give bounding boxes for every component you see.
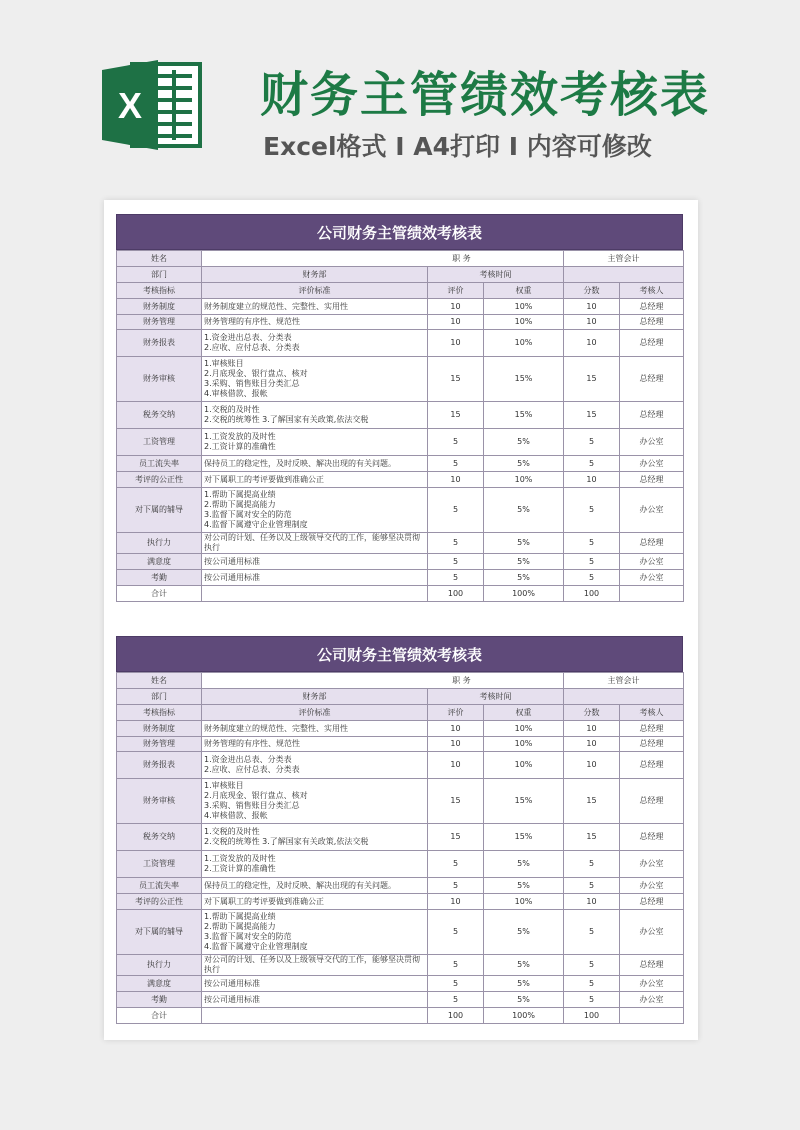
table-row (117, 992, 684, 1008)
criteria-line: 3.采购、销售账目分类汇总 (204, 801, 300, 810)
rating-cell: 10 (428, 299, 484, 315)
criteria-cell (202, 976, 428, 992)
indicator-cell: 考勤 (117, 570, 202, 586)
score-cell: 10 (564, 299, 620, 315)
table-row (117, 488, 684, 533)
indicator-cell: 考勤 (117, 992, 202, 1008)
table-header-row (117, 283, 684, 299)
rating-cell: 5 (428, 533, 484, 554)
criteria-cell (202, 456, 428, 472)
total-row (117, 586, 684, 602)
assessor-cell: 总经理 (620, 330, 684, 357)
criteria-cell (202, 955, 428, 976)
assessor-cell: 总经理 (620, 357, 684, 402)
indicator-cell: 财务审核 (117, 779, 202, 824)
weight-cell: 15% (484, 402, 564, 429)
criteria-cell (202, 878, 428, 894)
column-header: 权重 (484, 705, 564, 721)
criteria-line: 2.交税的统筹性 3.了解国家有关政策,依法交税 (204, 837, 369, 846)
score-cell: 10 (564, 894, 620, 910)
table-row (117, 910, 684, 955)
indicator-cell: 税务交纳 (117, 824, 202, 851)
position-label: 职 务 (202, 673, 564, 689)
weight-cell: 15% (484, 824, 564, 851)
rating-cell: 15 (428, 824, 484, 851)
criteria-line: 按公司通用标准 (204, 556, 260, 566)
column-header: 分数 (564, 705, 620, 721)
weight-cell: 10% (484, 330, 564, 357)
weight-cell: 10% (484, 752, 564, 779)
empty-cell (202, 586, 428, 602)
criteria-line: 3.监督下属对安全的防范 (204, 932, 292, 941)
table-row (117, 315, 684, 330)
score-cell: 15 (564, 402, 620, 429)
rating-cell: 15 (428, 402, 484, 429)
rating-cell: 5 (428, 976, 484, 992)
table-row (117, 570, 684, 586)
period-value (564, 689, 684, 705)
assessor-cell: 办公室 (620, 878, 684, 894)
svg-text:X: X (117, 85, 143, 126)
criteria-line: 1.审核账目 (204, 359, 244, 368)
criteria-line: 1.帮助下属提高业绩 (204, 490, 276, 499)
score-cell: 5 (564, 488, 620, 533)
assessor-cell: 办公室 (620, 554, 684, 570)
empty-cell (620, 1008, 684, 1024)
score-cell: 10 (564, 472, 620, 488)
criteria-cell (202, 992, 428, 1008)
page-title: 财务主管绩效考核表 (260, 67, 711, 123)
score-cell: 15 (564, 357, 620, 402)
assessor-cell: 总经理 (620, 779, 684, 824)
score-cell: 5 (564, 878, 620, 894)
table-header-row (117, 705, 684, 721)
assessor-cell: 办公室 (620, 570, 684, 586)
criteria-line: 2.工资计算的准确性 (204, 442, 276, 451)
weight-cell: 5% (484, 554, 564, 570)
criteria-line: 财务管理的有序性、规范性 (204, 317, 300, 326)
criteria-line: 按公司通用标准 (204, 994, 260, 1004)
total-label: 合计 (117, 586, 202, 602)
assessor-cell: 总经理 (620, 315, 684, 330)
criteria-cell (202, 472, 428, 488)
rating-cell: 5 (428, 554, 484, 570)
criteria-line: 2.帮助下属提高能力 (204, 500, 276, 509)
weight-cell: 5% (484, 878, 564, 894)
criteria-line: 2.月底现金、银行盘点、核对 (204, 369, 308, 378)
rating-cell: 10 (428, 472, 484, 488)
appraisal-table (116, 672, 684, 1024)
score-cell: 10 (564, 737, 620, 752)
rating-cell: 15 (428, 357, 484, 402)
weight-cell: 5% (484, 976, 564, 992)
indicator-cell: 财务管理 (117, 315, 202, 330)
assessor-cell: 办公室 (620, 910, 684, 955)
table-row (117, 251, 684, 267)
weight-cell: 10% (484, 299, 564, 315)
table-row (117, 267, 684, 283)
rating-cell: 10 (428, 737, 484, 752)
column-header: 评价 (428, 283, 484, 299)
criteria-cell (202, 851, 428, 878)
criteria-line: 1.工资发放的及时性 (204, 854, 276, 863)
column-header: 考核指标 (117, 283, 202, 299)
indicator-cell: 员工流失率 (117, 456, 202, 472)
table-row (117, 752, 684, 779)
criteria-line: 对下属职工的考评要做到准确公正 (204, 896, 324, 906)
score-cell: 15 (564, 779, 620, 824)
criteria-line: 4.审核借款、报帐 (204, 811, 268, 820)
criteria-line: 3.采购、销售账目分类汇总 (204, 379, 300, 388)
score-cell: 10 (564, 752, 620, 779)
criteria-line: 财务管理的有序性、规范性 (204, 739, 300, 748)
sheet-title: 公司财务主管绩效考核表 (116, 636, 683, 672)
column-header: 评价 (428, 705, 484, 721)
table-row (117, 851, 684, 878)
indicator-cell: 考评的公正性 (117, 894, 202, 910)
sheet-title: 公司财务主管绩效考核表 (116, 214, 683, 250)
rating-cell: 5 (428, 488, 484, 533)
weight-cell: 5% (484, 992, 564, 1008)
weight-cell: 10% (484, 721, 564, 737)
rating-cell: 5 (428, 955, 484, 976)
indicator-cell: 工资管理 (117, 429, 202, 456)
criteria-cell (202, 737, 428, 752)
table-row (117, 673, 684, 689)
indicator-cell: 财务制度 (117, 299, 202, 315)
table-row (117, 357, 684, 402)
table-row (117, 299, 684, 315)
criteria-cell (202, 429, 428, 456)
criteria-cell (202, 910, 428, 955)
weight-cell: 5% (484, 570, 564, 586)
column-header: 考核指标 (117, 705, 202, 721)
criteria-line: 2.工资计算的准确性 (204, 864, 276, 873)
criteria-line: 4.监督下属遵守企业管理制度 (204, 942, 308, 951)
page-subtitle: Excel格式 I A4打印 I 内容可修改 (263, 132, 652, 161)
period-label: 考核时间 (428, 267, 564, 283)
table-row (117, 402, 684, 429)
assessor-cell: 总经理 (620, 299, 684, 315)
indicator-cell: 满意度 (117, 976, 202, 992)
score-cell: 10 (564, 721, 620, 737)
score-cell: 5 (564, 851, 620, 878)
criteria-cell (202, 721, 428, 737)
indicator-cell: 财务管理 (117, 737, 202, 752)
table-row (117, 976, 684, 992)
total-weight: 100% (484, 586, 564, 602)
assessor-cell: 总经理 (620, 737, 684, 752)
rating-cell: 5 (428, 851, 484, 878)
indicator-cell: 财务审核 (117, 357, 202, 402)
criteria-line: 4.监督下属遵守企业管理制度 (204, 520, 308, 529)
assessor-cell: 总经理 (620, 824, 684, 851)
weight-cell: 5% (484, 429, 564, 456)
empty-cell (620, 586, 684, 602)
criteria-line: 1.帮助下属提高业绩 (204, 912, 276, 921)
total-weight: 100% (484, 1008, 564, 1024)
indicator-cell: 员工流失率 (117, 878, 202, 894)
total-score: 100 (564, 1008, 620, 1024)
department-value: 财务部 (202, 267, 428, 283)
criteria-line: 保持员工的稳定性，及时反映、解决出现的有关问题。 (204, 458, 396, 468)
criteria-line: 1.交税的及时性 (204, 827, 260, 836)
rating-cell: 5 (428, 910, 484, 955)
indicator-cell: 执行力 (117, 533, 202, 554)
criteria-cell (202, 752, 428, 779)
rating-cell: 5 (428, 429, 484, 456)
column-header: 考核人 (620, 705, 684, 721)
score-cell: 5 (564, 533, 620, 554)
table-row (117, 721, 684, 737)
table-row (117, 472, 684, 488)
weight-cell: 10% (484, 894, 564, 910)
score-cell: 5 (564, 456, 620, 472)
criteria-cell (202, 570, 428, 586)
score-cell: 5 (564, 955, 620, 976)
weight-cell: 10% (484, 315, 564, 330)
criteria-line: 1.交税的及时性 (204, 405, 260, 414)
rating-cell: 5 (428, 456, 484, 472)
indicator-cell: 财务制度 (117, 721, 202, 737)
criteria-cell (202, 357, 428, 402)
department-label: 部门 (117, 267, 202, 283)
criteria-line: 2.应收、应付总表、分类表 (204, 765, 300, 774)
assessor-cell: 总经理 (620, 533, 684, 554)
criteria-line: 1.审核账目 (204, 781, 244, 790)
criteria-line: 2.月底现金、银行盘点、核对 (204, 791, 308, 800)
weight-cell: 5% (484, 488, 564, 533)
criteria-line: 保持员工的稳定性，及时反映、解决出现的有关问题。 (204, 880, 396, 890)
assessor-cell: 办公室 (620, 456, 684, 472)
indicator-cell: 工资管理 (117, 851, 202, 878)
criteria-cell (202, 299, 428, 315)
column-header: 评价标准 (202, 283, 428, 299)
position-label: 职 务 (202, 251, 564, 267)
weight-cell: 5% (484, 910, 564, 955)
column-header: 分数 (564, 283, 620, 299)
criteria-line: 财务制度建立的规范性、完整性、实用性 (204, 723, 348, 733)
score-cell: 10 (564, 330, 620, 357)
assessor-cell: 总经理 (620, 402, 684, 429)
assessor-cell: 总经理 (620, 955, 684, 976)
rating-cell: 10 (428, 752, 484, 779)
assessor-cell: 办公室 (620, 488, 684, 533)
department-label: 部门 (117, 689, 202, 705)
rating-cell: 15 (428, 779, 484, 824)
column-header: 评价标准 (202, 705, 428, 721)
weight-cell: 15% (484, 779, 564, 824)
criteria-line: 对下属职工的考评要做到准确公正 (204, 474, 324, 484)
banner (0, 0, 800, 190)
column-header: 权重 (484, 283, 564, 299)
assessor-cell: 总经理 (620, 721, 684, 737)
criteria-line: 按公司通用标准 (204, 978, 260, 988)
criteria-line: 1.资金进出总表、分类表 (204, 755, 292, 764)
weight-cell: 10% (484, 472, 564, 488)
total-rating: 100 (428, 586, 484, 602)
table-row (117, 737, 684, 752)
rating-cell: 5 (428, 992, 484, 1008)
score-cell: 5 (564, 570, 620, 586)
weight-cell: 15% (484, 357, 564, 402)
rating-cell: 10 (428, 315, 484, 330)
column-header: 考核人 (620, 283, 684, 299)
total-row (117, 1008, 684, 1024)
criteria-line: 按公司通用标准 (204, 572, 260, 582)
table-row (117, 533, 684, 554)
criteria-line: 1.工资发放的及时性 (204, 432, 276, 441)
score-cell: 5 (564, 976, 620, 992)
rating-cell: 5 (428, 878, 484, 894)
indicator-cell: 财务报表 (117, 330, 202, 357)
rating-cell: 10 (428, 330, 484, 357)
table-row (117, 689, 684, 705)
indicator-cell: 税务交纳 (117, 402, 202, 429)
criteria-cell (202, 402, 428, 429)
score-cell: 5 (564, 554, 620, 570)
indicator-cell: 财务报表 (117, 752, 202, 779)
table-row (117, 955, 684, 976)
criteria-cell (202, 533, 428, 554)
total-score: 100 (564, 586, 620, 602)
criteria-line: 3.监督下属对安全的防范 (204, 510, 292, 519)
indicator-cell: 对下属的辅导 (117, 910, 202, 955)
rating-cell: 10 (428, 721, 484, 737)
assessor-cell: 总经理 (620, 752, 684, 779)
appraisal-table (116, 250, 684, 602)
appraisal-sheet (116, 214, 683, 602)
assessor-cell: 办公室 (620, 976, 684, 992)
criteria-line: 1.资金进出总表、分类表 (204, 333, 292, 342)
weight-cell: 5% (484, 456, 564, 472)
appraisal-sheet (116, 636, 683, 1024)
score-cell: 5 (564, 992, 620, 1008)
indicator-cell: 执行力 (117, 955, 202, 976)
table-row (117, 554, 684, 570)
criteria-line: 2.帮助下属提高能力 (204, 922, 276, 931)
indicator-cell: 满意度 (117, 554, 202, 570)
rating-cell: 5 (428, 570, 484, 586)
rating-cell: 10 (428, 894, 484, 910)
table-row (117, 824, 684, 851)
table-row (117, 894, 684, 910)
assessor-cell: 总经理 (620, 894, 684, 910)
weight-cell: 5% (484, 533, 564, 554)
assessor-cell: 办公室 (620, 429, 684, 456)
position-value: 主管会计 (564, 251, 684, 267)
criteria-line: 对公司的计划、任务以及上级领导交代的工作，能够坚决贯彻执行 (204, 955, 420, 974)
assessor-cell: 总经理 (620, 472, 684, 488)
total-label: 合计 (117, 1008, 202, 1024)
assessor-cell: 办公室 (620, 992, 684, 1008)
indicator-cell: 考评的公正性 (117, 472, 202, 488)
criteria-line: 财务制度建立的规范性、完整性、实用性 (204, 301, 348, 311)
total-rating: 100 (428, 1008, 484, 1024)
excel-logo-icon (102, 60, 202, 150)
criteria-cell (202, 315, 428, 330)
criteria-cell (202, 779, 428, 824)
weight-cell: 10% (484, 737, 564, 752)
score-cell: 15 (564, 824, 620, 851)
table-row (117, 456, 684, 472)
table-row (117, 878, 684, 894)
criteria-cell (202, 488, 428, 533)
empty-cell (202, 1008, 428, 1024)
table-row (117, 429, 684, 456)
criteria-line: 2.应收、应付总表、分类表 (204, 343, 300, 352)
weight-cell: 5% (484, 851, 564, 878)
score-cell: 5 (564, 429, 620, 456)
criteria-cell (202, 894, 428, 910)
indicator-cell: 对下属的辅导 (117, 488, 202, 533)
score-cell: 5 (564, 910, 620, 955)
period-label: 考核时间 (428, 689, 564, 705)
period-value (564, 267, 684, 283)
table-row (117, 779, 684, 824)
criteria-cell (202, 554, 428, 570)
criteria-line: 对公司的计划、任务以及上级领导交代的工作，能够坚决贯彻执行 (204, 533, 420, 552)
criteria-cell (202, 330, 428, 357)
position-value: 主管会计 (564, 673, 684, 689)
table-row (117, 330, 684, 357)
criteria-line: 4.审核借款、报帐 (204, 389, 268, 398)
criteria-line: 2.交税的统筹性 3.了解国家有关政策,依法交税 (204, 415, 369, 424)
score-cell: 10 (564, 315, 620, 330)
name-label: 姓名 (117, 251, 202, 267)
criteria-cell (202, 824, 428, 851)
weight-cell: 5% (484, 955, 564, 976)
name-label: 姓名 (117, 673, 202, 689)
assessor-cell: 办公室 (620, 851, 684, 878)
document-page (104, 200, 698, 1040)
department-value: 财务部 (202, 689, 428, 705)
